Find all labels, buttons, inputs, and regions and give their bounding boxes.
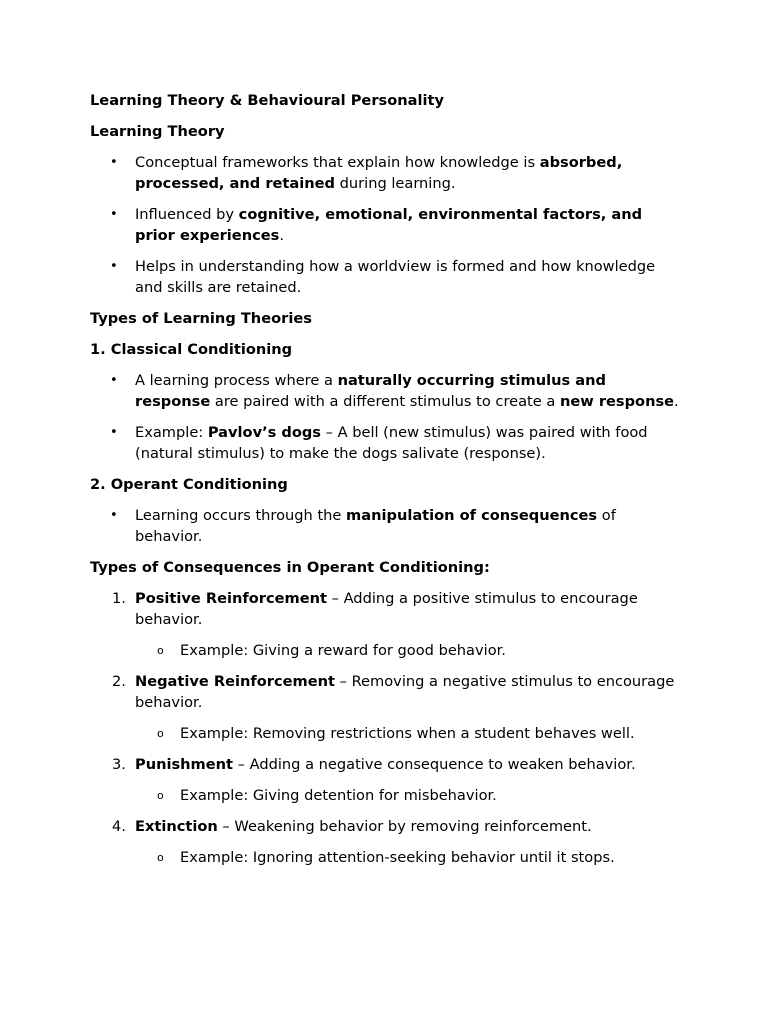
list-item: • Learning occurs through the manipulation of consequences of behavior. bbox=[110, 507, 616, 545]
list-number: 1. bbox=[112, 590, 126, 607]
circle-bullet-icon: o bbox=[157, 727, 164, 740]
section-heading-learning-theory: Learning Theory bbox=[90, 123, 225, 140]
bullet-icon: • bbox=[110, 207, 118, 222]
consequences-list bbox=[90, 588, 680, 868]
list-item: • A learning process where a naturally occurring stimulus and response are paired with a different stimulus to create a new response. bbox=[110, 372, 679, 410]
term: Positive Reinforcement bbox=[135, 590, 327, 607]
list-item: • Helps in understanding how a worldview is formed and how knowledge and skills are retained. bbox=[110, 258, 656, 296]
circle-bullet-icon: o bbox=[157, 644, 164, 657]
bullet-icon: • bbox=[110, 155, 118, 170]
term: Extinction bbox=[135, 818, 218, 835]
example-list bbox=[135, 640, 680, 661]
list-item: 3. Punishment – Adding a negative consequence to weaken behavior. o Example: Giving detention for misbehavior. bbox=[90, 754, 680, 806]
term: Negative Reinforcement bbox=[135, 673, 335, 690]
circle-bullet-icon: o bbox=[157, 851, 164, 864]
bullet-icon: • bbox=[110, 373, 118, 388]
list-number: 2. bbox=[112, 673, 126, 690]
example-list bbox=[135, 847, 680, 868]
example-item: o Example: Ignoring attention-seeking behavior until it stops. bbox=[157, 849, 615, 866]
bullet-icon: • bbox=[110, 425, 118, 440]
example-item: o Example: Removing restrictions when a student behaves well. bbox=[157, 725, 635, 742]
bullet-icon: • bbox=[110, 508, 118, 523]
operant-conditioning-list bbox=[90, 505, 680, 547]
list-number: 3. bbox=[112, 756, 126, 773]
example-item: o Example: Giving a reward for good behavior. bbox=[157, 642, 506, 659]
document-page bbox=[90, 90, 680, 878]
classical-conditioning-list bbox=[90, 370, 680, 464]
list-item: 1. Positive Reinforcement – Adding a positive stimulus to encourage behavior. o Example: Giving a reward for good behavior. bbox=[90, 588, 680, 661]
circle-bullet-icon: o bbox=[157, 789, 164, 802]
list-item: • Influenced by cognitive, emotional, environmental factors, and prior experiences. bbox=[110, 206, 643, 244]
document-title: Learning Theory & Behavioural Personality bbox=[90, 92, 444, 109]
section-heading-types: Types of Learning Theories bbox=[90, 310, 312, 327]
example-list bbox=[135, 723, 680, 744]
section-heading-operant: 2. Operant Conditioning bbox=[90, 476, 288, 493]
list-item: 2. Negative Reinforcement – Removing a negative stimulus to encourage behavior. o Example: Removing restrictions when a student behaves well. bbox=[90, 671, 680, 744]
section-heading-consequences: Types of Consequences in Operant Conditioning: bbox=[90, 559, 490, 576]
learning-theory-list bbox=[90, 152, 680, 298]
term: Punishment bbox=[135, 756, 234, 773]
section-heading-classical: 1. Classical Conditioning bbox=[90, 341, 293, 358]
bullet-icon: • bbox=[110, 259, 118, 274]
example-item: o Example: Giving detention for misbehavior. bbox=[157, 787, 497, 804]
list-item: 4. Extinction – Weakening behavior by removing reinforcement. o Example: Ignoring attention-seeking behavior until it stops. bbox=[90, 816, 680, 868]
list-item: • Example: Pavlov’s dogs – A bell (new stimulus) was paired with food (natural stimulus) to make the dogs salivate (response). bbox=[110, 424, 648, 462]
list-number: 4. bbox=[112, 818, 126, 835]
list-item: • Conceptual frameworks that explain how knowledge is absorbed, processed, and retained during learning. bbox=[110, 154, 623, 192]
example-list bbox=[135, 785, 680, 806]
